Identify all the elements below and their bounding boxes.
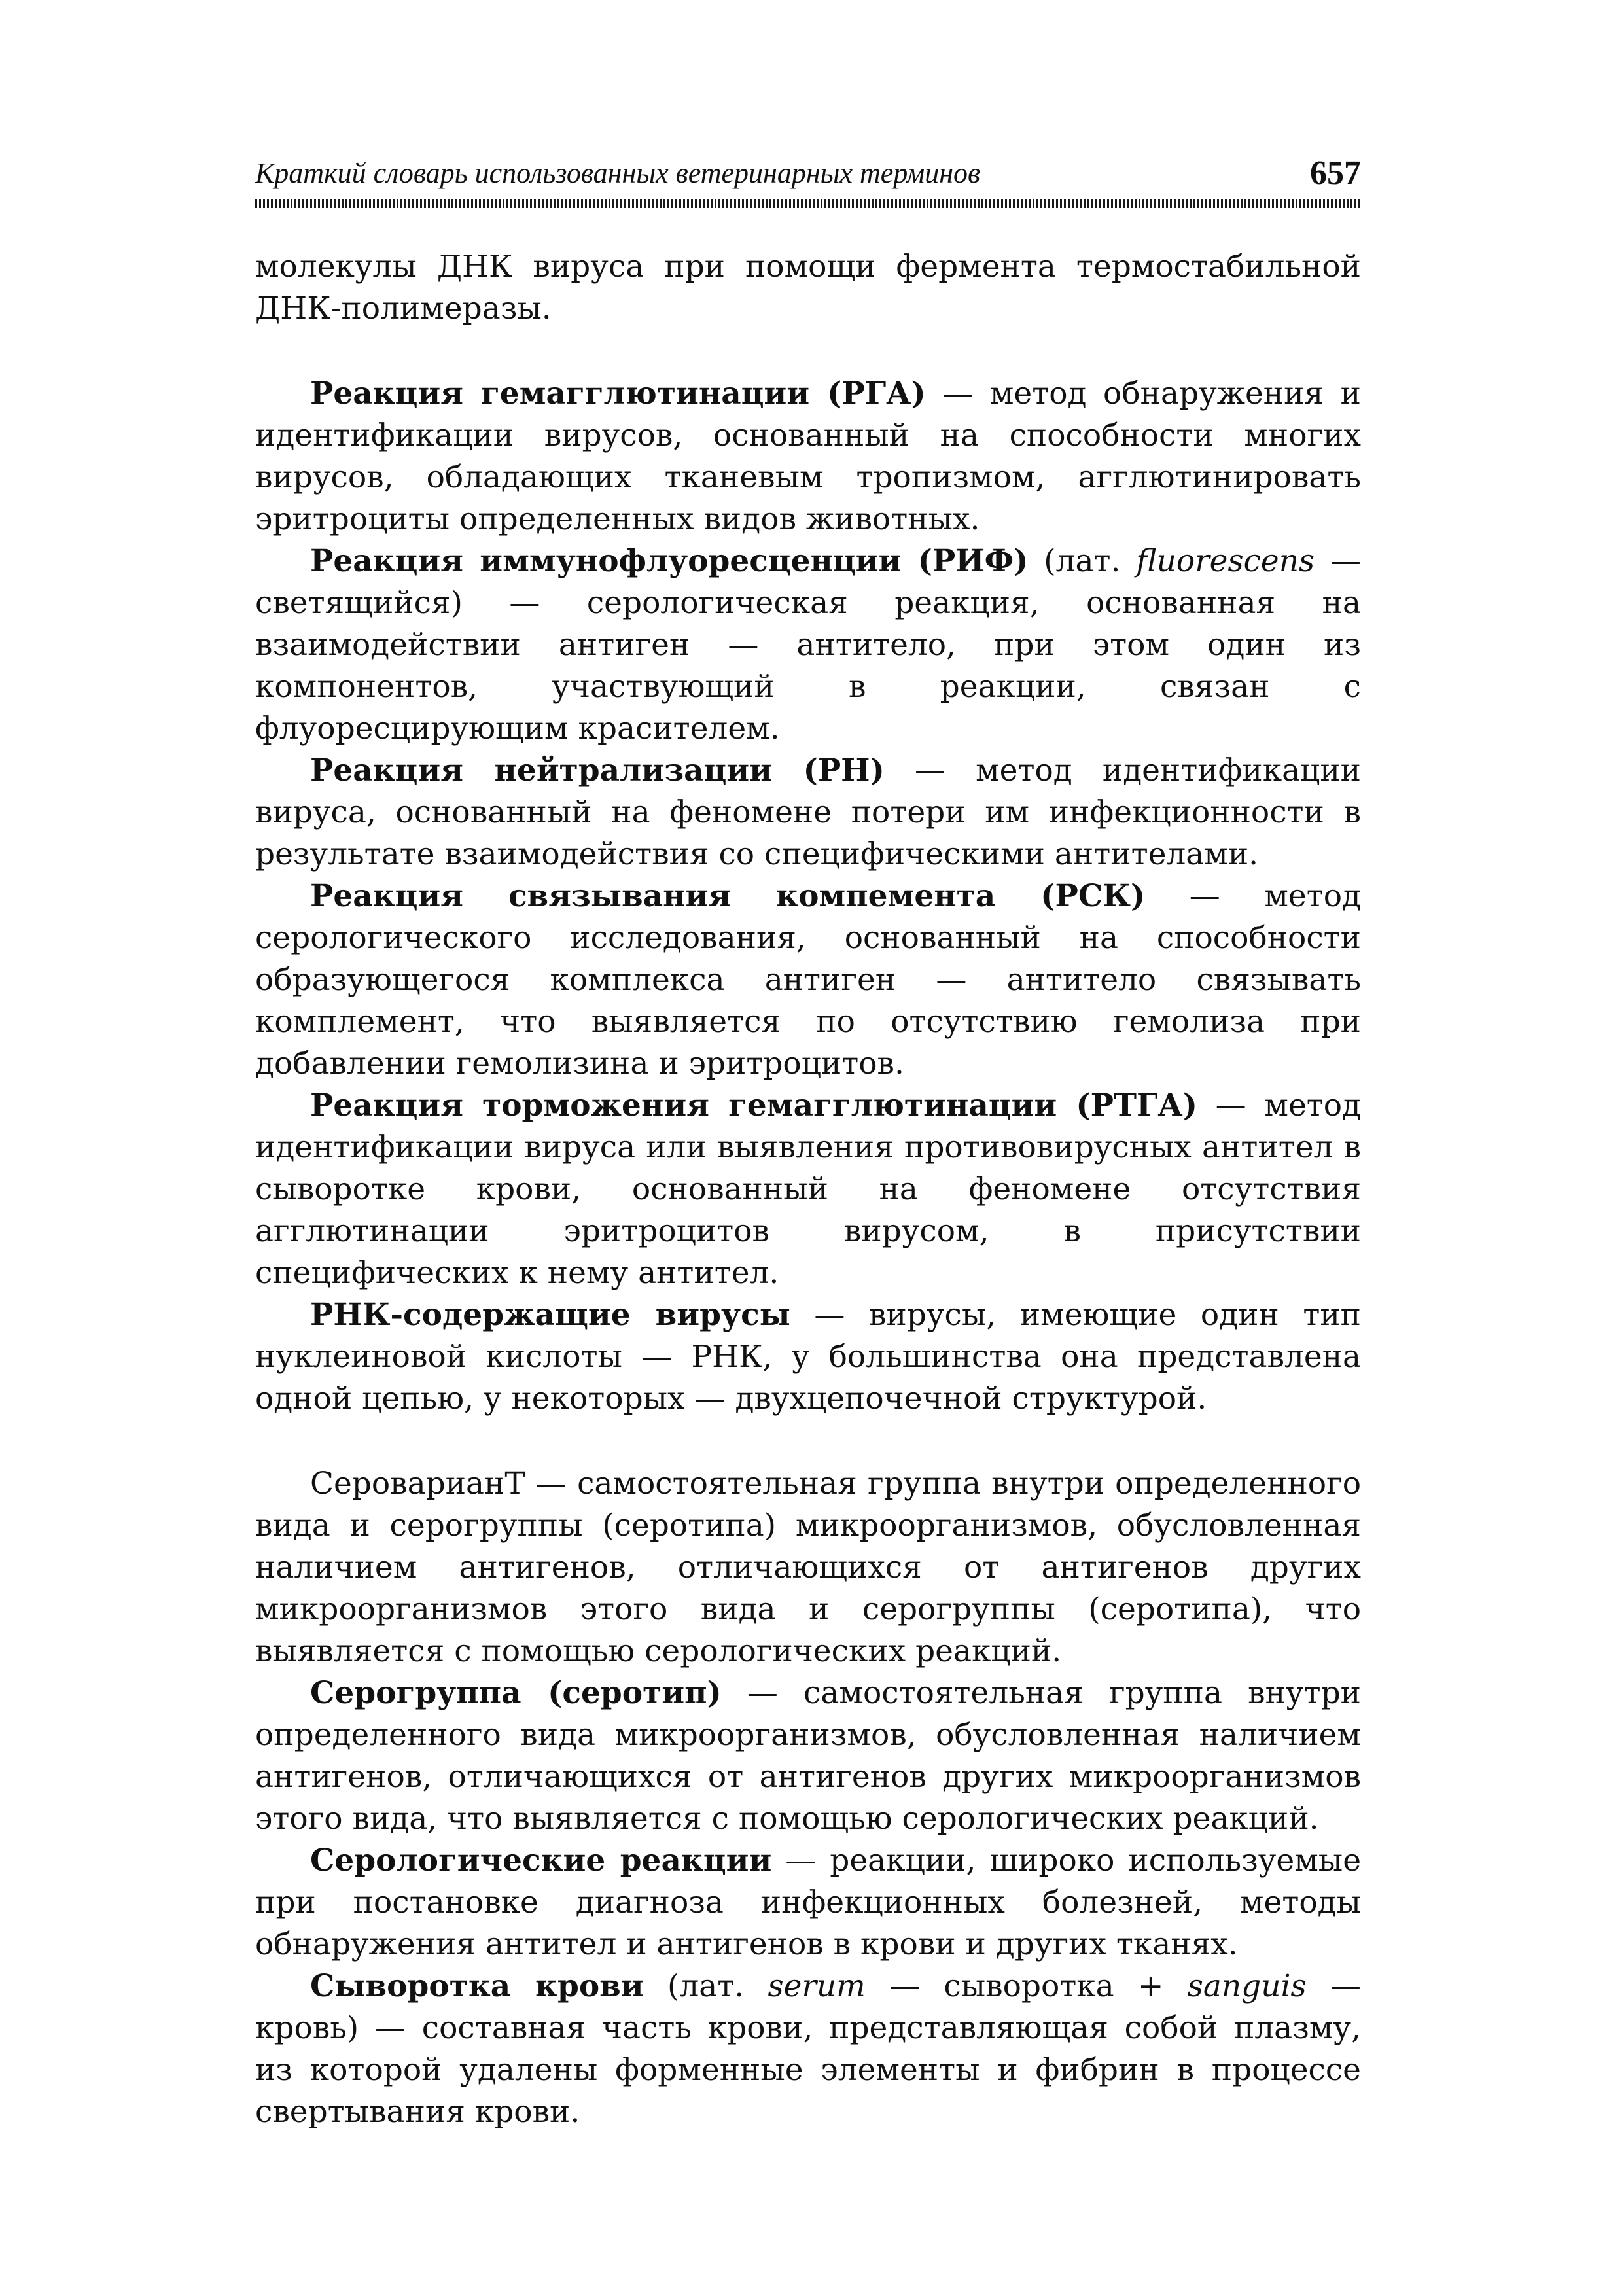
glossary-entry	[255, 1085, 1361, 1294]
entry-term: Серогруппа (серотип)	[310, 1675, 722, 1711]
entry-text: — реакции, широко используемые при постановке диагноза инфекционных болезней, методы обнаружения антител и антигенов в крови и других тканях.	[255, 1843, 1362, 1962]
section-gap	[255, 330, 1361, 373]
entry-text: — сыворотка +	[865, 1968, 1188, 2004]
entry-term: Реакция гемагглютинации (РГА)	[310, 376, 926, 412]
glossary-entry	[255, 1294, 1361, 1420]
running-head-title: Краткий словарь использованных ветеринарных терминов	[255, 157, 981, 189]
entry-text: — кровь) — составная часть крови, представляющая собой плазму, из которой удалены форменные элементы и фибрин в процессе свертывания крови.	[255, 1968, 1361, 2130]
glossary-entry	[255, 1463, 1361, 1672]
glossary-entry	[255, 1966, 1361, 2133]
glossary-entry	[255, 1672, 1361, 1840]
entry-text: — метод обнаружения и идентификации вирусов, основанный на способности многих вирусов, обладающих тканевым тропизмом, агглютинировать эритроциты определенных видов животных.	[255, 376, 1361, 537]
entry-latin: sanguis	[1187, 1968, 1307, 2004]
entry-term: Реакция нейтрализации (РН)	[310, 752, 885, 788]
section-gap	[255, 1420, 1361, 1463]
entry-text: (лат.	[643, 1968, 768, 2004]
glossary-entry	[255, 750, 1361, 875]
glossary-body	[255, 246, 1361, 2133]
entry-term: СероварианT	[310, 1466, 525, 1502]
entry-text: — метод серологического исследования, основанный на способности образующегося комплекса антиген — антитело связывать комплемент, что выявляется по отсутствию гемолиза при добавлении гемолизина и эритроцитов.	[255, 878, 1361, 1082]
book-page	[255, 150, 1361, 2133]
entry-text: — самостоятельная группа внутри определенного вида и серогруппы (серотипа) микроорганизмов, обусловленная наличием антигенов, отличающихся от антигенов других микроорганизмов этого вида и серогруппы (серотипа), что выявляется с помощью серологических реакций.	[255, 1466, 1361, 1669]
entry-text: (лат.	[1028, 543, 1137, 579]
entry-term: Реакция торможения гемагглютинации (РТГА)	[310, 1087, 1197, 1123]
entry-text: — вирусы, имеющие один тип нуклеиновой кислоты — РНК, у большинства она представлена одной цепью, у некоторых — двухцепочечной структурой.	[255, 1297, 1361, 1417]
entry-latin: serum	[768, 1968, 866, 2004]
entry-term: РНК-содержащие вирусы	[310, 1297, 790, 1333]
entry-text: молекулы ДНК вируса при помощи фермента термостабильной ДНК-полимеразы.	[255, 249, 1361, 327]
glossary-entry	[255, 875, 1361, 1085]
entry-text: — светящийся) — серологическая реакция, основанная на взаимодействии антиген — антитело, при этом один из компонентов, участвующий в реакции, связан с флуоресцирующим красителем.	[255, 543, 1361, 747]
entry-text: — метод идентификации вируса, основанный на феномене потери им инфекционности в результате взаимодействия со специфическими антителами.	[255, 752, 1361, 872]
entry-term: Реакция связывания компемента (РСК)	[310, 878, 1146, 914]
glossary-entry	[255, 373, 1361, 540]
glossary-entry	[255, 1840, 1361, 1966]
glossary-entry	[255, 246, 1361, 330]
entry-term: Сыворотка крови	[310, 1968, 644, 2004]
page-number: 657	[1310, 154, 1361, 192]
entry-term: Серологические реакции	[310, 1843, 772, 1879]
entry-text: — самостоятельная группа внутри определенного вида микроорганизмов, обусловленная наличием антигенов, отличающихся от антигенов других микроорганизмов этого вида, что выявляется с помощью серологических реакций.	[255, 1675, 1361, 1837]
running-head	[255, 150, 1361, 196]
glossary-entry	[255, 540, 1361, 750]
entry-text: — метод идентификации вируса или выявления противовирусных антител в сыворотке крови, основанный на феномене отсутствия агглютинации эритроцитов вирусом, в присутствии специфических к нему антител.	[255, 1087, 1361, 1291]
entry-term: Реакция иммунофлуоресценции (РИФ)	[310, 543, 1029, 579]
entry-latin: fluorescens	[1136, 543, 1315, 579]
header-rule	[255, 199, 1361, 208]
